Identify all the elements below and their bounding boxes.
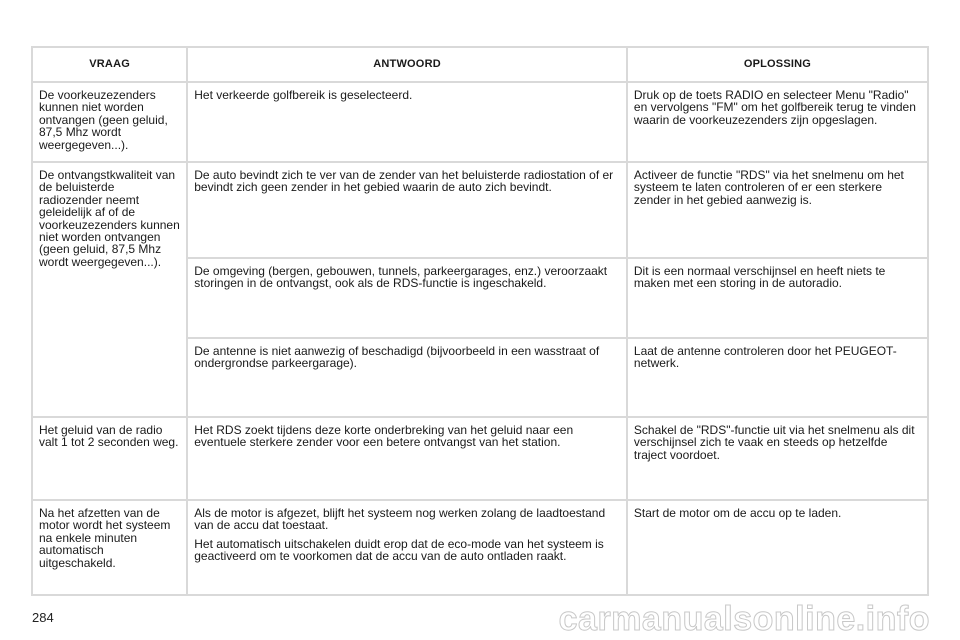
answer-cell: De auto bevindt zich te ver van de zender van het beluisterde radiostation of er bevindt zich geen zender in het gebied waarin de auto zich bevindt. xyxy=(187,162,627,258)
answer-paragraph: Als de motor is afgezet, blijft het systeem nog werken zolang de laadtoestand van de accu dat toestaat. xyxy=(194,506,606,533)
solution-cell: Start de motor om de accu op te laden. xyxy=(627,500,928,595)
table-row xyxy=(32,162,928,258)
page-number: 284 xyxy=(32,610,54,625)
table-row xyxy=(32,82,928,162)
question-cell: Het geluid van de radio valt 1 tot 2 seconden weg. xyxy=(32,417,187,500)
solution-cell: Laat de antenne controleren door het PEUGEOT-netwerk. xyxy=(627,338,928,417)
table-row xyxy=(32,417,928,500)
answer-cell: De antenne is niet aanwezig of beschadigd (bijvoorbeeld in een wasstraat of ondergrondse parkeergarage). xyxy=(187,338,627,417)
answer-cell: Het verkeerde golfbereik is geselecteerd. xyxy=(187,82,627,162)
troubleshooting-table xyxy=(31,46,929,596)
answer-cell: Het RDS zoekt tijdens deze korte onderbreking van het geluid naar een eventuele sterkere zender voor een betere ontvangst van het station. xyxy=(187,417,627,500)
solution-cell: Schakel de "RDS"-functie uit via het snelmenu als dit verschijnsel zich te vaak en steeds op hetzelfde traject voordoet. xyxy=(627,417,928,500)
question-cell: Na het afzetten van de motor wordt het systeem na enkele minuten automatisch uitgeschakeld. xyxy=(32,500,187,595)
answer-cell: De omgeving (bergen, gebouwen, tunnels, parkeergarages, enz.) veroorzaakt storingen in de ontvangst, ook als de RDS-functie is ingeschakeld. xyxy=(187,258,627,338)
solution-cell: Druk op de toets RADIO en selecteer Menu "Radio" en vervolgens "FM" om het golfbereik terug te vinden waarin de voorkeuzezenders zijn opgeslagen. xyxy=(627,82,928,162)
watermark: carmanualsonline.info xyxy=(558,600,930,638)
question-cell: De voorkeuzezenders kunnen niet worden ontvangen (geen geluid, 87,5 Mhz wordt weergegeven...). xyxy=(32,82,187,162)
header-answer: ANTWOORD xyxy=(187,47,627,82)
header-solution: OPLOSSING xyxy=(627,47,928,82)
header-question: VRAAG xyxy=(32,47,187,82)
answer-cell xyxy=(187,500,627,595)
header-row xyxy=(32,47,928,82)
solution-cell: Dit is een normaal verschijnsel en heeft niets te maken met een storing in de autoradio. xyxy=(627,258,928,338)
answer-paragraph: Het automatisch uitschakelen duidt erop dat de eco-mode van het systeem is geactiveerd om te voorkomen dat de accu van de auto ontladen raakt. xyxy=(194,536,604,564)
question-cell: De ontvangstkwaliteit van de beluisterde radiozender neemt geleidelijk af of de voorkeuzezenders kunnen niet worden ontvangen (geen geluid, 87,5 Mhz wordt weergegeven...). xyxy=(32,162,187,417)
solution-cell: Activeer de functie "RDS" via het snelmenu om het systeem te laten controleren of er een sterkere zender in het gebied aanwezig is. xyxy=(627,162,928,258)
table-row xyxy=(32,500,928,595)
